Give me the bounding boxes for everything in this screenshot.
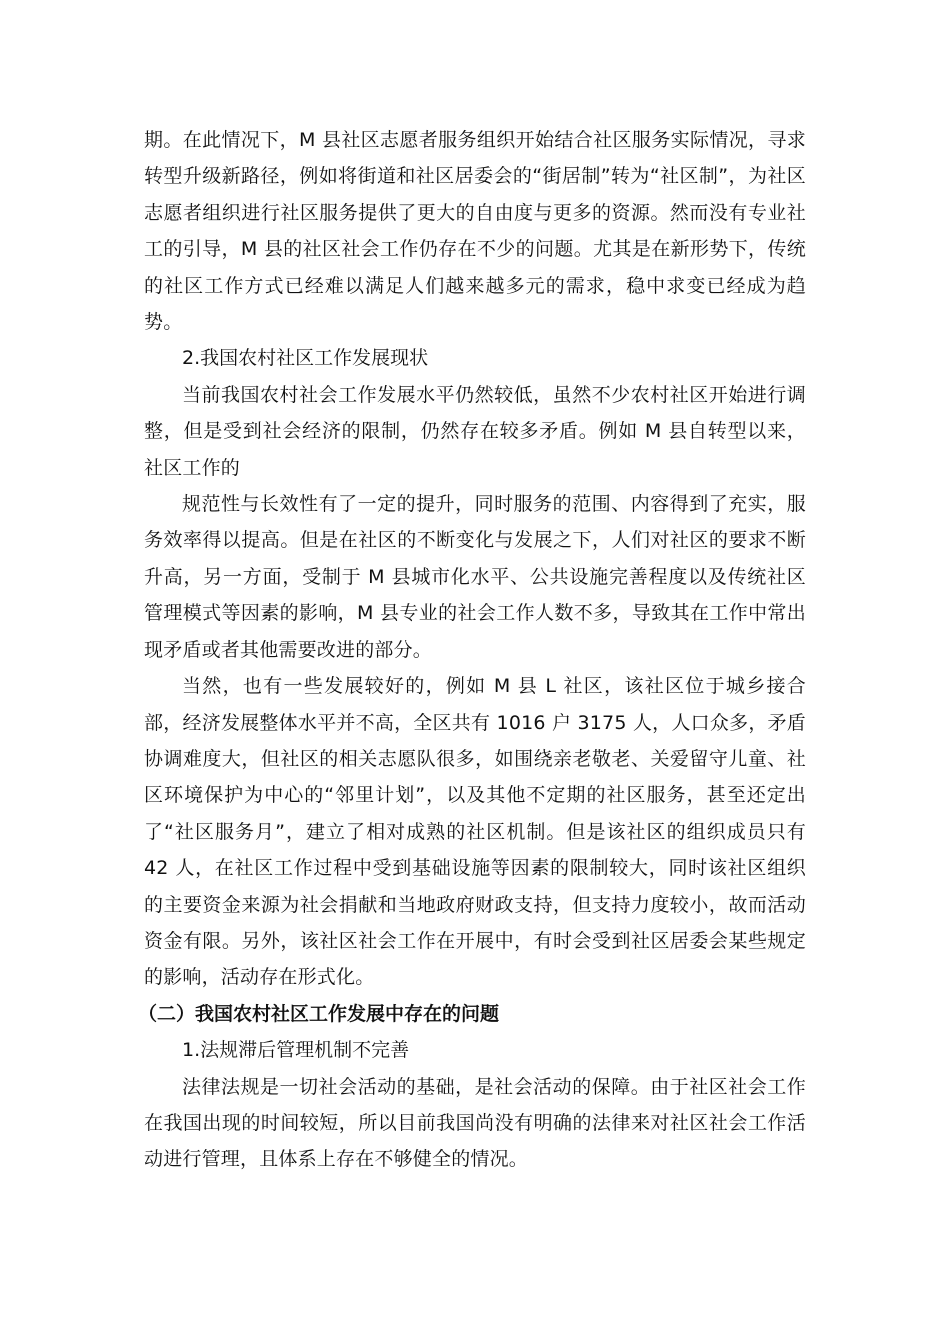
document-page: [138, 122, 806, 1178]
paragraph-standardization: 规范性与长效性有了一定的提升，同时服务的范围、内容得到了充实，服务效率得以提高。但是在社区的不断变化与发展之下，人们对社区的要求不断升高，另一方面，受制于 M 县城市化水平、公共设施完善程度以及传统社区管理模式等因素的影响，M 县专业的社会工作人数不多，导致其在工作中常出现矛盾或者其他需要改进的部分。: [144, 493, 806, 661]
paragraph-laws: 法律法规是一切社会活动的基础，是社会活动的保障。由于社区社会工作在我国出现的时间较短，所以目前我国尚没有明确的法律来对社区社会工作活动进行管理，且体系上存在不够健全的情况。: [144, 1075, 806, 1171]
paragraph-current-level: 当前我国农村社会工作发展水平仍然较低，虽然不少农村社区开始进行调整，但是受到社会经济的限制，仍然存在较多矛盾。例如 M 县自转型以来，社区工作的: [144, 383, 806, 479]
subheading-regulations: 1.法规滞后管理机制不完善: [182, 1039, 410, 1062]
paragraph-continuation: 期。在此情况下，M 县社区志愿者服务组织开始结合社区服务实际情况，寻求转型升级新路径，例如将街道和社区居委会的“街居制”转为“社区制”，为社区志愿者组织进行社区服务提供了更大的自由度与更多的资源。然而没有专业社工的引导，M 县的社区社会工作仍存在不少的问题。尤其是在新形势下，传统的社区工作方式已经难以满足人们越来越多元的需求，稳中求变已经成为趋势。: [144, 129, 806, 334]
section-heading-problems: （二）我国农村社区工作发展中存在的问题: [138, 1002, 500, 1025]
paragraph-l-community: 当然，也有一些发展较好的，例如 M 县 L 社区，该社区位于城乡接合部，经济发展整体水平并不高，全区共有 1016 户 3175 人，人口众多，矛盾协调难度大，但社区的相关志愿队很多，如围绕亲老敬老、关爱留守儿童、社区环境保护为中心的“邻里计划”，以及其他不定期的社区服务，甚至还定出了“社区服务月”，建立了相对成熟的社区机制。但是该社区的组织成员只有 42 人，在社区工作过程中受到基础设施等因素的限制较大，同时该社区组织的主要资金来源为社会捐献和当地政府财政支持，但支持力度较小，故而活动资金有限。另外，该社区社会工作在开展中，有时会受到社区居委会某些规定的影响，活动存在形式化。: [144, 675, 806, 989]
subheading-rural-status: 2.我国农村社区工作发展现状: [182, 347, 429, 370]
